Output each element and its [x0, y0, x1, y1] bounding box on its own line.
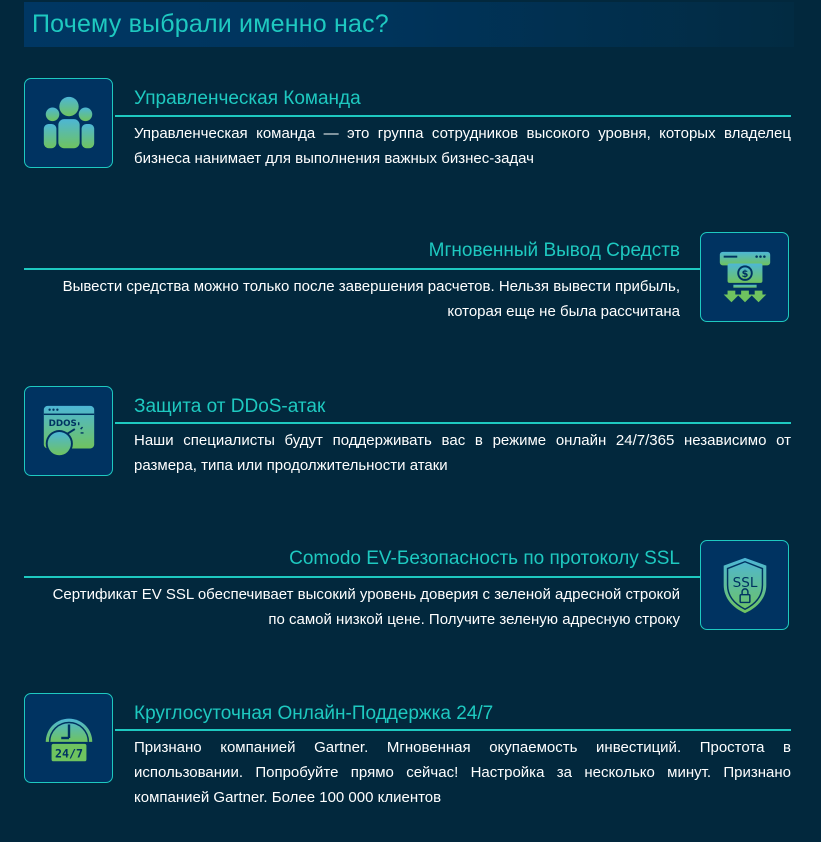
feature-title: Защита от DDoS-атак — [134, 396, 326, 417]
svg-text:$: $ — [741, 269, 748, 280]
feature-title: Мгновенный Вывод Средств — [428, 240, 680, 261]
feature-icon-box — [700, 540, 789, 630]
feature-icon-box — [24, 78, 113, 168]
ddos-icon — [38, 400, 100, 462]
feature-icon-box — [24, 386, 113, 476]
section-title: Почему выбрали именно нас? — [32, 10, 389, 38]
feature-description: Вывести средства можно только после завершения расчетов. Нельзя вывести прибыль, которая еще не была рассчитана — [62, 278, 680, 320]
feature-description: Сертификат EV SSL обеспечивает высокий уровень доверия с зеленой адресной строкой по самой низкой цене. Получите зеленую адресную строку — [52, 586, 680, 628]
svg-text:SSL: SSL — [732, 574, 757, 591]
support-24-7-icon — [38, 707, 100, 769]
team-icon — [38, 92, 100, 154]
divider — [24, 576, 701, 578]
feature-icon-box — [700, 232, 789, 322]
feature-title: Управленческая Команда — [134, 88, 361, 109]
cash-withdrawal-icon — [714, 246, 776, 308]
divider — [115, 729, 791, 731]
divider — [115, 115, 791, 117]
svg-text:24/7: 24/7 — [54, 746, 83, 761]
divider — [24, 268, 701, 270]
feature-description: Наши специалисты будут поддерживать вас в режиме онлайн 24/7/365 независимо от размера, типа или продолжительности атаки — [134, 432, 791, 474]
feature-title: Comodo EV-Безопасность по протоколу SSL — [289, 548, 680, 569]
feature-description: Управленческая команда — это группа сотрудников высокого уровня, которых владелец бизнеса нанимает для выполнения важных бизнес-задач — [134, 125, 791, 167]
feature-title: Круглосуточная Онлайн-Поддержка 24/7 — [134, 703, 494, 724]
divider — [115, 422, 791, 424]
feature-icon-box — [24, 693, 113, 783]
section-header — [24, 2, 794, 47]
svg-text:DDOS: DDOS — [48, 419, 77, 430]
ssl-shield-icon — [714, 554, 776, 616]
feature-description: Признано компанией Gartner. Мгновенная окупаемость инвестиций. Простота в использовании. Попробуйте прямо сейчас! Настройка за несколько минут. Признано компанией Gartner. Более 100 000 клиентов — [134, 739, 791, 806]
